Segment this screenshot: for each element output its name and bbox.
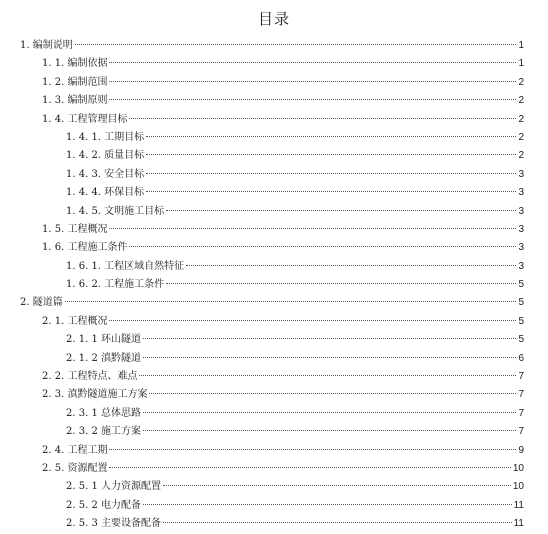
toc-entry-text: 1. 编制说明 xyxy=(20,40,73,51)
toc-page-number: 3 xyxy=(518,242,524,254)
toc-entry-text: 2. 3. 1 总体思路 xyxy=(66,407,141,419)
toc-entry-text: 1. 2. 编制范围 xyxy=(42,76,108,88)
toc-page-number: 6 xyxy=(518,352,524,364)
toc-entry[interactable] xyxy=(0,258,548,276)
toc-dot-leader xyxy=(146,154,516,155)
toc-entry-text: 1. 5. 工程概况 xyxy=(42,223,108,235)
toc-dot-leader xyxy=(143,430,516,431)
toc-entry-text: 1. 6. 2. 工程施工条件 xyxy=(66,279,165,291)
toc-dot-leader xyxy=(109,81,516,82)
toc-dot-leader xyxy=(109,99,516,100)
toc-entry[interactable] xyxy=(0,37,548,55)
toc-entry-text: 2. 3. 2 施工方案 xyxy=(66,426,141,438)
toc-entry[interactable] xyxy=(0,166,548,184)
toc-page-number: 5 xyxy=(518,297,524,309)
toc-dot-leader xyxy=(129,246,516,247)
toc-entry[interactable] xyxy=(0,203,548,221)
toc-entry-text: 2. 5. 3 主要设备配备 xyxy=(66,518,161,530)
toc-dot-leader xyxy=(163,485,511,486)
toc-entry[interactable] xyxy=(0,460,548,478)
toc-entry-text: 2. 隧道篇 xyxy=(20,297,63,309)
toc-entry[interactable] xyxy=(0,294,548,312)
toc-dot-leader xyxy=(166,210,516,211)
toc-entry-text: 2. 3. 滇黔隧道施工方案 xyxy=(42,389,148,401)
toc-page-number: 3 xyxy=(518,187,524,199)
toc-page-number: 3 xyxy=(518,205,524,217)
toc-entry-text: 1. 4. 5. 文明施工目标 xyxy=(66,205,165,217)
toc-entry-text: 1. 6. 工程施工条件 xyxy=(42,242,128,254)
toc-entry[interactable] xyxy=(0,386,548,404)
toc-dot-leader xyxy=(163,522,512,523)
toc-dot-leader xyxy=(109,320,516,321)
toc-page-number: 2 xyxy=(518,113,524,125)
toc-page-number: 7 xyxy=(518,426,524,438)
toc-title: 目录 xyxy=(257,10,290,28)
toc-entry-text: 1. 6. 1. 工程区域自然特征 xyxy=(66,260,185,272)
toc-entry[interactable] xyxy=(0,313,548,331)
toc-entry[interactable] xyxy=(0,55,548,73)
toc-entry[interactable] xyxy=(0,129,548,147)
toc-entry[interactable] xyxy=(0,74,548,92)
toc-entry[interactable] xyxy=(0,184,548,202)
toc-entry-text: 1. 4. 4. 环保目标 xyxy=(66,187,145,199)
toc-entry[interactable] xyxy=(0,423,548,441)
toc-entry-text: 2. 2. 工程特点、难点 xyxy=(42,371,138,383)
toc-entry[interactable] xyxy=(0,221,548,239)
toc-entry[interactable] xyxy=(0,478,548,496)
toc-entry[interactable] xyxy=(0,147,548,165)
toc-page-number: 5 xyxy=(518,279,524,291)
toc-entry-text: 1. 3. 编制原则 xyxy=(42,95,108,107)
toc-page-number: 5 xyxy=(518,334,524,346)
toc-page-number: 10 xyxy=(512,481,524,493)
toc-page-number: 11 xyxy=(513,499,524,511)
toc-entry-text: 2. 1. 1 环山隧道 xyxy=(66,334,141,346)
toc-dot-leader xyxy=(143,357,516,358)
toc-entry[interactable] xyxy=(0,442,548,460)
toc-list xyxy=(0,37,548,534)
toc-dot-leader xyxy=(109,228,516,229)
toc-dot-leader xyxy=(75,44,516,45)
toc-page-number: 9 xyxy=(518,444,524,456)
toc-page-number: 3 xyxy=(518,223,524,235)
toc-dot-leader xyxy=(146,136,516,137)
toc-entry[interactable] xyxy=(0,405,548,423)
toc-entry-text: 1. 1. 编制依据 xyxy=(42,58,108,70)
toc-page-number: 2 xyxy=(518,76,524,88)
toc-entry-text: 1. 4. 3. 安全目标 xyxy=(66,168,145,180)
toc-page-number: 1 xyxy=(518,58,524,70)
toc-entry-text: 2. 4. 工程工期 xyxy=(42,444,108,456)
toc-dot-leader xyxy=(65,301,516,302)
toc-dot-leader xyxy=(143,338,516,339)
toc-entry-text: 2. 5. 2 电力配备 xyxy=(66,499,141,511)
toc-entry-text: 1. 4. 工程管理目标 xyxy=(42,113,128,125)
toc-dot-leader xyxy=(143,504,512,505)
toc-dot-leader xyxy=(109,449,516,450)
toc-dot-leader xyxy=(146,191,516,192)
toc-entry-text: 2. 5. 资源配置 xyxy=(42,462,108,474)
toc-entry-text: 1. 4. 1. 工期目标 xyxy=(66,131,145,143)
toc-entry[interactable] xyxy=(0,331,548,349)
toc-page-number: 2 xyxy=(518,131,524,143)
toc-entry[interactable] xyxy=(0,368,548,386)
toc-dot-leader xyxy=(166,283,516,284)
toc-page-number: 11 xyxy=(513,518,524,530)
toc-entry[interactable] xyxy=(0,515,548,533)
toc-dot-leader xyxy=(186,265,516,266)
toc-entry[interactable] xyxy=(0,276,548,294)
toc-page-number: 2 xyxy=(518,150,524,162)
toc-entry-text: 2. 1. 2 滇黔隧道 xyxy=(66,352,141,364)
toc-page-number: 5 xyxy=(518,315,524,327)
toc-page-number: 10 xyxy=(512,462,524,474)
toc-entry[interactable] xyxy=(0,239,548,257)
toc-page-number: 7 xyxy=(518,371,524,383)
toc-dot-leader xyxy=(146,173,516,174)
toc-page-number: 7 xyxy=(518,389,524,401)
toc-page-number: 2 xyxy=(518,95,524,107)
toc-dot-leader xyxy=(149,393,516,394)
toc-entry-text: 1. 4. 2. 质量目标 xyxy=(66,150,145,162)
toc-dot-leader xyxy=(143,412,516,413)
toc-dot-leader xyxy=(139,375,516,376)
toc-entry[interactable] xyxy=(0,92,548,110)
toc-entry-text: 2. 5. 1 人力资源配置 xyxy=(66,481,161,493)
toc-dot-leader xyxy=(129,118,516,119)
toc-entry[interactable] xyxy=(0,111,548,129)
toc-entry[interactable] xyxy=(0,350,548,368)
toc-dot-leader xyxy=(109,62,516,63)
toc-entry[interactable] xyxy=(0,497,548,515)
toc-page-number: 3 xyxy=(518,168,524,180)
toc-page-number: 7 xyxy=(518,407,524,419)
toc-page-number: 3 xyxy=(518,260,524,272)
toc-page-number: 1 xyxy=(518,40,524,51)
toc-dot-leader xyxy=(109,467,510,468)
toc-entry-text: 2. 1. 工程概况 xyxy=(42,315,108,327)
